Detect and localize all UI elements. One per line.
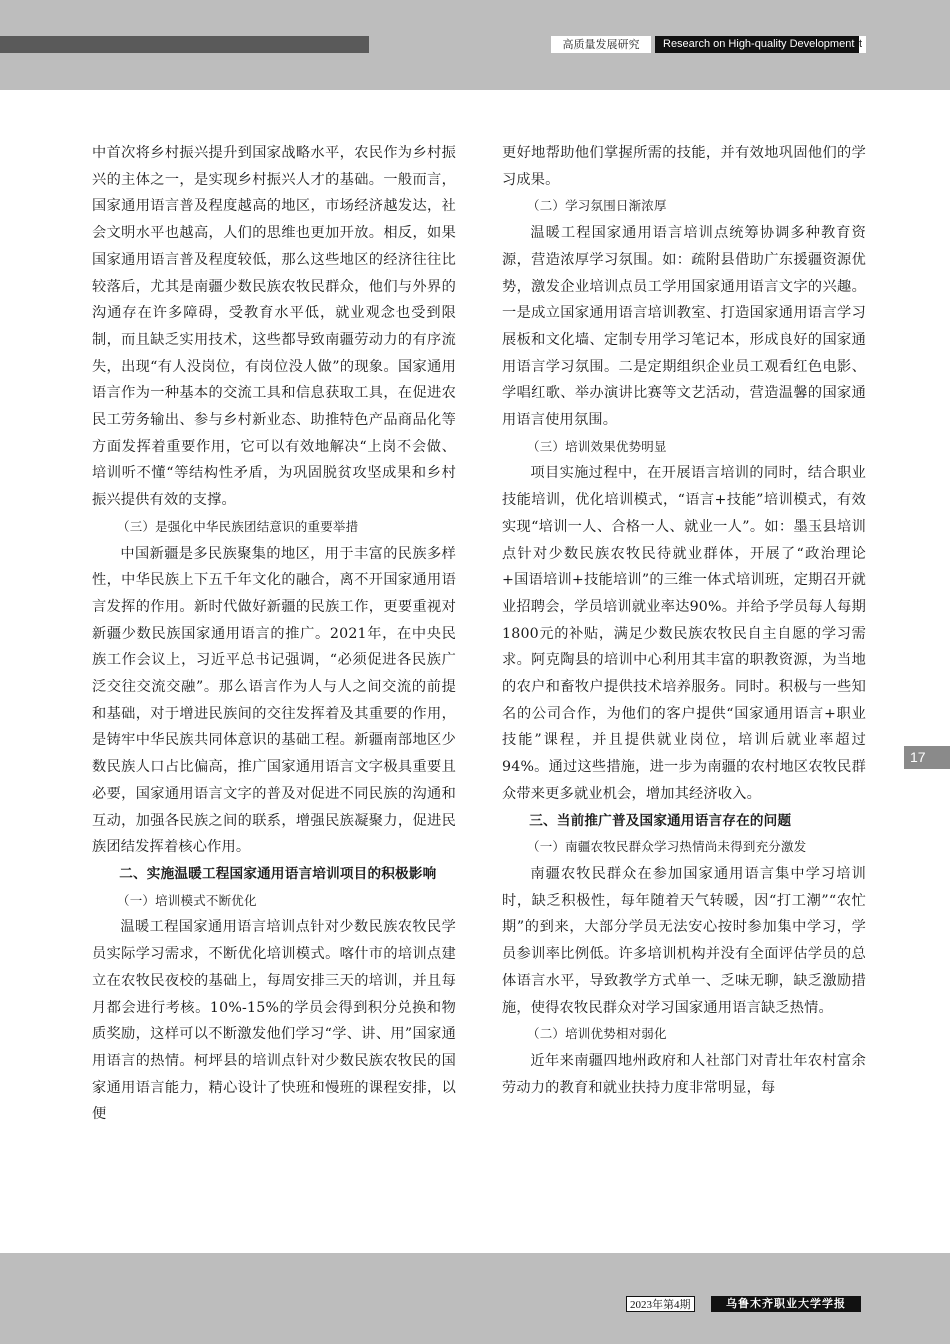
paragraph: 项目实施过程中，在开展语言培训的同时，结合职业技能培训，优化培训模式，“语言+技能”培训模式，有效实现“培训一人、合格一人、就业一人”。如：墨玉县培训点针对少数民族农牧民待就业群体，开展了“政治理论+国语培训+技能培训”的三维一体式培训班，定期召开就业招聘会，学员培训就业率达90%。并给予学员每人每期1800元的补贴，满足少数民族农牧民自主自愿的学习需求。阿克陶县的培训中心利用其丰富的职教资源，为当地的农户和畜牧户提供技术培养服务。同时。积极与一些知名的公司合作，为他们的客户提供“国家通用语言+职业技能”课程，并且提供就业岗位，培训后就业率超过94%。通过这些措施，进一步为南疆的农村地区农牧民群众带来更多就业机会，增加其经济收入。 — [502, 465, 866, 802]
right-column — [502, 140, 866, 1101]
section-title-cn: 高质量发展研究 — [551, 36, 651, 53]
paragraph: 南疆农牧民群众在参加国家通用语言集中学习培训时，缺乏积极性，每年随着天气转暖，因“打工潮”“农忙期”的到来，大部分学员无法安心按时参加集中学习，学员参训率比例低。许多培训机构并没有全面评估学员的总体语言水平，导致教学方式单一、乏味无聊，缺乏激励措施，使得农牧民群众对学习国家通用语言缺乏热情。 — [502, 865, 866, 1016]
subsection-title: （三）培训效果优势明显 — [527, 438, 667, 454]
left-column — [92, 140, 456, 1128]
paragraph: 近年来南疆四地州政府和人社部门对青壮年农村富余劳动力的教育和就业扶持力度非常明显，每 — [502, 1052, 866, 1096]
paragraph: 更好地帮助他们掌握所需的技能，并有效地巩固他们的学习成果。 — [502, 145, 866, 188]
subsection-title: （三）是强化中华民族团结意识的重要举措 — [117, 518, 359, 534]
section-heading: 二、实施温暖工程国家通用语言培训项目的积极影响 — [119, 865, 437, 882]
subsection-title: （二）培训优势相对弱化 — [527, 1026, 667, 1042]
paragraph: 温暖工程国家通用语言培训点针对少数民族农牧民学员实际学习需求，不断优化培训模式。喀什市的培训点建立在农牧民夜校的基础上，每周安排三天的培训，并且每月都会进行考核。10%-15%的学员会得到积分兑换和物质奖励，这样可以不断激发他们学习“学、讲、用”国家通用语言的热情。柯坪县的培训点针对少数民族农牧民的国家通用语言能力，精心设计了快班和慢班的课程安排，以便 — [92, 919, 456, 1123]
section-title-en: Research on High-quality Development — [655, 36, 859, 53]
section-title-en-tail: t — [859, 36, 866, 53]
section-heading: 三、当前推广普及国家通用语言存在的问题 — [529, 812, 792, 829]
subsection-title: （一）南疆农牧民群众学习热情尚未得到充分激发 — [527, 839, 807, 855]
subsection-title: （一）培训模式不断优化 — [117, 892, 257, 908]
paragraph: 中首次将乡村振兴提升到国家战略水平，农民作为乡村振兴的主体之一，是实现乡村振兴人才的基础。一般而言，国家通用语言普及程度越高的地区，市场经济越发达，社会文明水平也越高，人们的思维也更加开放。相反，如果国家通用语言普及程度较低，那么这些地区的经济往往比较落后，尤其是南疆少数民族农牧民群众，他们与外界的沟通存在许多障碍，受教育水平低，就业观念也受到限制，而且缺乏实用技术，这些都导致南疆劳动力的有序流失，出现“有人没岗位，有岗位没人做”的现象。国家通用语言作为一种基本的交流工具和信息获取工具，在促进农民工劳务输出、参与乡村新业态、助推特色产品商品化等方面发挥着重要作用，它可以有效地解决“上岗不会做、培训听不懂“等结构性矛盾，为巩固脱贫攻坚成果和乡村振兴提供有效的支撑。 — [92, 145, 456, 509]
paragraph: 温暖工程国家通用语言培训点统筹协调多种教育资源，营造浓厚学习氛围。如：疏附县借助广东援疆资源优势，激发企业培训点员工学用国家通用语言文字的兴趣。一是成立国家通用语言培训教室、打造国家通用语言学习展板和文化墙、定制专用学习笔记本，形成良好的国家通用语言学习氛围。二是定期组织企业员工观看红色电影、学唱红歌、举办演讲比赛等文艺活动，营造温馨的国家通用语言使用氛围。 — [502, 225, 866, 429]
paragraph: 中国新疆是多民族聚集的地区，用于丰富的民族多样性，中华民族上下五千年文化的融合，离不开国家通用语言发挥的作用。新时代做好新疆的民族工作，更要重视对新疆少数民族国家通用语言的推广。2021年，在中央民族工作会议上，习近平总书记强调，“必须促进各民族广泛交往交流交融”。那么语言作为人与人之间交流的前提和基础，对于增进民族间的交往发挥着及其重要的作用，是铸牢中华民族共同体意识的基础工程。新疆南部地区少数民族人口占比偏高，推广国家通用语言文字极具重要且必要，国家通用语言文字的普及对促进不同民族的沟通和互动，加强各民族之间的联系，增强民族凝聚力，促进民族团结发挥着核心作用。 — [92, 545, 456, 856]
page-number: 17 — [904, 746, 950, 769]
issue-label: 2023年第4期 — [626, 1296, 695, 1312]
journal-name: 乌鲁木齐职业大学学报 — [711, 1296, 861, 1312]
subsection-title: （二）学习氛围日渐浓厚 — [527, 198, 667, 214]
header-decorative-bar — [0, 36, 369, 53]
